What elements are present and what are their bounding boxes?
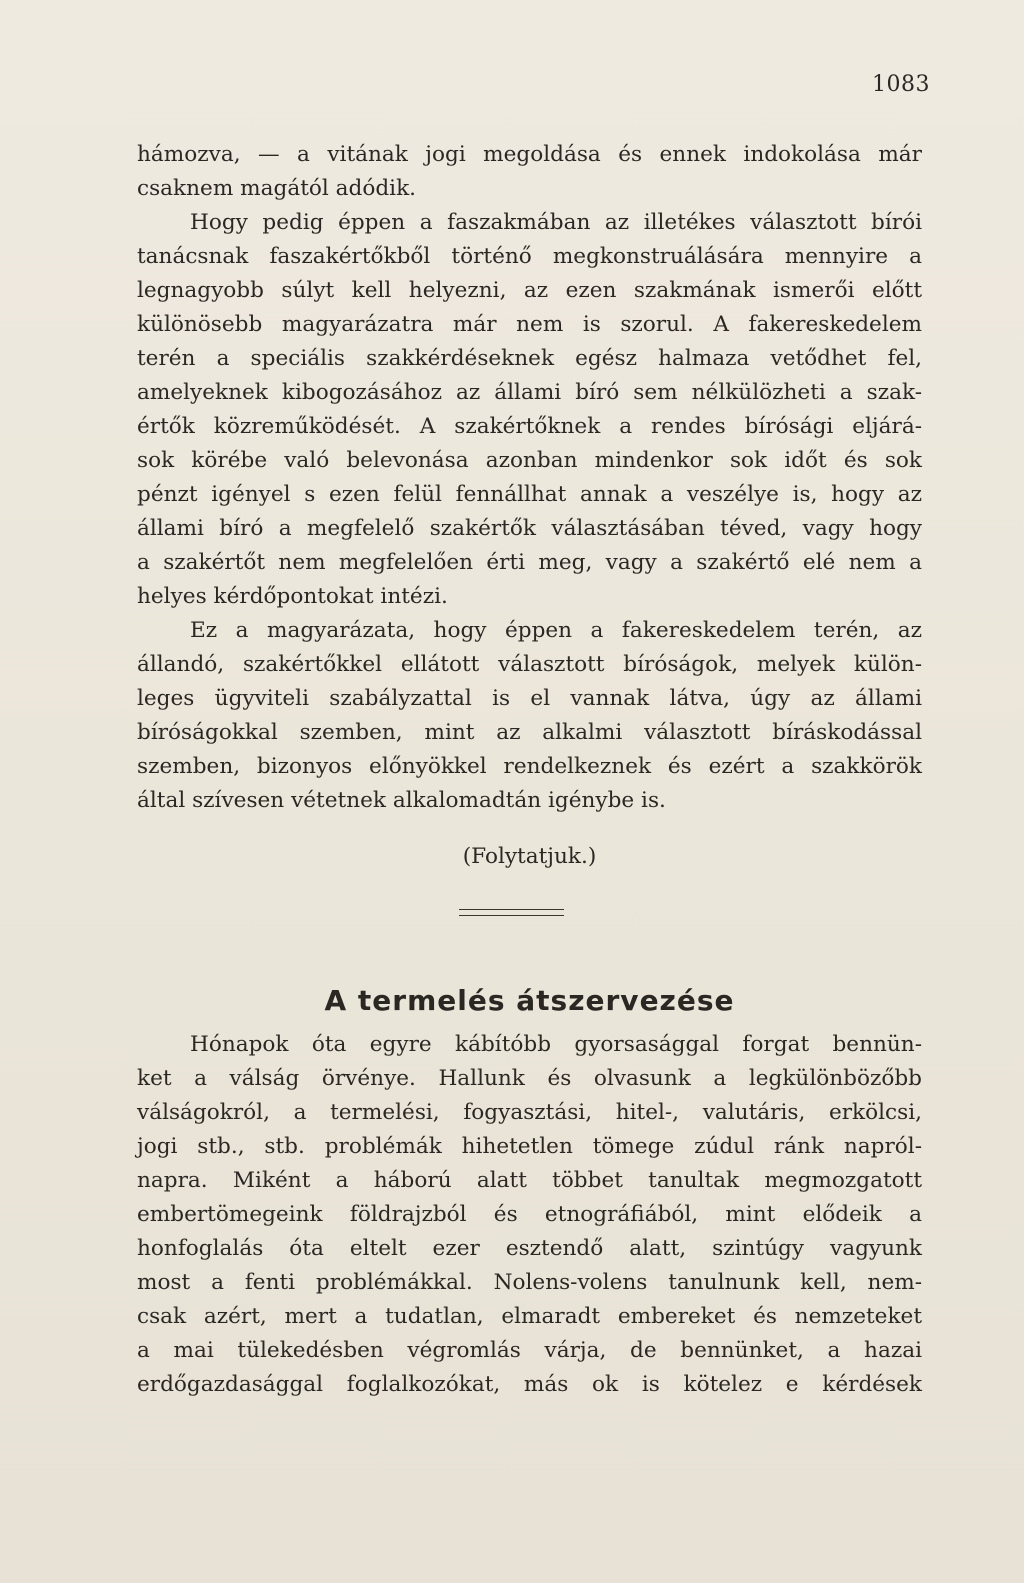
text-line: a mai tülekedésben végromlás várja, de bennünket, a hazai xyxy=(137,1338,922,1363)
text-line: válságokról, a termelési, fogyasztási, hitel-, valutáris, erkölcsi, xyxy=(137,1100,922,1125)
text-line: amelyeknek kibogozásához az állami bíró sem nélkülözheti a szak- xyxy=(137,380,922,405)
text-line: napra. Miként a háború alatt többet tanultak megmozgatott xyxy=(137,1168,922,1193)
text-line: embertömegeink földrajzból és etnográfiából, mint elődeik a xyxy=(137,1202,922,1227)
text-line: sok körébe való belevonása azonban mindenkor sok időt és sok xyxy=(137,448,922,473)
text-line: Hónapok óta egyre kábítóbb gyorsasággal forgat bennün- xyxy=(190,1032,922,1057)
text-line: honfoglalás óta eltelt ezer esztendő alatt, szintúgy vagyunk xyxy=(137,1236,922,1261)
text-line: hámozva, — a vitának jogi megoldása és ennek indokolása már xyxy=(137,142,922,167)
text-line: helyes kérdőpontokat intézi. xyxy=(137,584,448,609)
text-line: értők közreműködését. A szakértőknek a rendes bírósági eljárá- xyxy=(137,414,922,439)
text-line: legnagyobb súlyt kell helyezni, az ezen szakmának ismerői előtt xyxy=(137,278,922,303)
text-line: tanácsnak faszakértőkből történő megkonstruálására mennyire a xyxy=(137,244,922,269)
divider-rule xyxy=(459,909,564,910)
text-line: most a fenti problémákkal. Nolens-volens tanulnunk kell, nem- xyxy=(137,1270,922,1295)
text-line: csaknem magától adódik. xyxy=(137,176,417,201)
divider-rule xyxy=(459,915,564,916)
text-line: a szakértőt nem megfelelően érti meg, vagy a szakértő elé nem a xyxy=(137,550,922,575)
text-line: szemben, bizonyos előnyökkel rendelkeznek és ezért a szakkörök xyxy=(137,754,922,779)
article-title: A termelés átszervezése xyxy=(324,984,735,1017)
text-line: pénzt igényel s ezen felül fennállhat annak a veszélye is, hogy az xyxy=(137,482,922,507)
text-line: által szívesen vétetnek alkalomadtán igénybe is. xyxy=(137,788,666,813)
text-line: Ez a magyarázata, hogy éppen a fakereskedelem terén, az xyxy=(190,618,922,643)
text-line: különösebb magyarázatra már nem is szorul. A fakereskedelem xyxy=(137,312,922,337)
text-line: erdőgazdasággal foglalkozókat, más ok is kötelez e kérdések xyxy=(137,1372,922,1397)
text-line: állami bíró a megfelelő szakértők választásában téved, vagy hogy xyxy=(137,516,922,541)
text-line: terén a speciális szakkérdéseknek egész halmaza vetődhet fel, xyxy=(137,346,922,371)
text-line: Hogy pedig éppen a faszakmában az illetékes választott bírói xyxy=(190,210,922,235)
text-line: állandó, szakértőkkel ellátott választott bíróságok, melyek külön- xyxy=(137,652,922,677)
text-line: bíróságokkal szemben, mint az alkalmi választott bíráskodással xyxy=(137,720,922,745)
page-number: 1083 xyxy=(872,72,930,97)
text-line: ket a válság örvénye. Hallunk és olvasunk a legkülönbözőbb xyxy=(137,1066,922,1091)
continued-note: (Folytatjuk.) xyxy=(462,844,597,869)
text-line: leges ügyviteli szabályzattal is el vannak látva, úgy az állami xyxy=(137,686,922,711)
text-line: jogi stb., stb. problémák hihetetlen tömege zúdul ránk napról- xyxy=(137,1134,922,1159)
text-line: csak azért, mert a tudatlan, elmaradt embereket és nemzeteket xyxy=(137,1304,922,1329)
